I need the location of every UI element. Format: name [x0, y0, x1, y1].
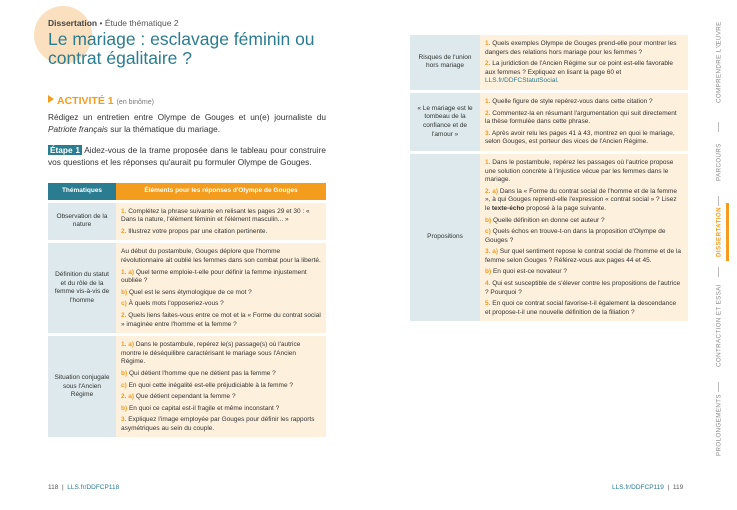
question-number: 5.	[485, 300, 491, 308]
question-text: Dans le postambule, repérez les passages où l'autrice propose une solution concrète à l'injustice vécue par les femmes dans le mariage.	[485, 158, 674, 184]
theme-cell: Propositions	[410, 154, 480, 322]
question-number: 2.	[121, 311, 127, 319]
elements-cell	[480, 35, 688, 90]
step-paragraph: Étape 1 Aidez-vous de la trame proposée dans le tableau pour construire vos questions et les réponses qu'aurait pu formuler Olympe de Gouges.	[48, 145, 326, 167]
table-row	[48, 203, 326, 241]
active-tab-indicator	[726, 203, 729, 261]
theme-cell: Observation de la nature	[48, 203, 116, 241]
table-row	[410, 35, 688, 90]
elements-cell	[116, 243, 326, 333]
question-text: Qui est susceptible de s'élever contre les propositions de l'autrice ? Pourquoi ?	[485, 280, 681, 296]
elements-cell	[480, 93, 688, 151]
question-item	[485, 188, 683, 214]
question-text: En quoi est-ce novateur ?	[491, 268, 568, 276]
sidebar-tab-prolongements[interactable]: PROLONGEMENTS	[715, 394, 723, 456]
elements-cell	[480, 154, 688, 322]
sidebar-separator	[718, 122, 719, 132]
question-item	[121, 248, 321, 265]
question-text: Complétez la phrase suivante en relisant les pages 29 et 30 : « Dans la nature, l'élément féminin et l'élément masculin... »	[121, 207, 310, 224]
table-row	[410, 93, 688, 151]
question-number: 4.	[485, 280, 491, 288]
step-badge: Étape 1	[50, 145, 80, 155]
question-item	[121, 269, 321, 286]
resource-link[interactable]: LLS.fr/DDFCStatutSocial	[485, 77, 557, 85]
sidebar-tab-comprendre[interactable]: COMPRENDRE L'ŒUVRE	[715, 21, 723, 104]
question-text: Dans la « Forme du contrat social de l'homme et de la femme », à qui Gouges reprend-elle l'expression « contrat social » ? Lisez le	[485, 187, 678, 212]
question-item	[121, 393, 321, 402]
question-text: Au début du postambule, Gouges déplore que l'homme révolutionnaire ait oublié les femmes dans son combat pour la liberté.	[121, 248, 321, 264]
question-number: 1.	[485, 158, 491, 166]
question-text: Illustrez votre propos par une citation pertinente.	[126, 227, 268, 235]
question-text: Sur quel sentiment repose le contrat social de l'homme et de la femme selon Gouges ? Référez-vous aux pages 44 et 45.	[485, 248, 681, 264]
question-item	[121, 312, 321, 329]
question-number: 1.	[121, 207, 127, 215]
intro-paragraph: Rédigez un entretien entre Olympe de Gouges et un(e) journaliste du Patriote français sur la thématique du mariage.	[48, 112, 326, 134]
elements-cell	[116, 336, 326, 437]
section-sidebar	[700, 0, 737, 510]
question-number: 1. a)	[121, 268, 135, 276]
question-number: 3. a)	[485, 248, 499, 256]
question-text: En quoi cette inégalité est-elle préjudiciable à la femme ?	[126, 381, 293, 389]
question-number: 2.	[485, 60, 491, 68]
question-item	[121, 208, 321, 225]
question-text-after: proposé à la page suivante.	[524, 204, 607, 212]
themes-table-left	[48, 180, 326, 440]
theme-cell: « Le mariage est le tombeau de la confiance et de l'amour »	[410, 93, 480, 151]
question-text: En quoi ce contrat social favorise-t-il également la descendance et propose-t-il une nouvelle définition de la filiation ?	[485, 300, 677, 316]
question-text: Quelle définition en donne cet auteur ?	[491, 216, 605, 224]
question-item	[121, 300, 321, 309]
table-row	[48, 336, 326, 437]
theme-cell: Situation conjugale sous l'Ancien Régime	[48, 336, 116, 437]
question-number: 1.	[485, 40, 491, 47]
sidebar-tab-parcours[interactable]: PARCOURS	[715, 143, 723, 182]
question-item	[485, 268, 683, 277]
question-text: Quel est le sens étymologique de ce mot ?	[127, 288, 252, 296]
question-text: Après avoir relu les pages 41 à 43, montrez en quoi le mariage, selon Gouges, est porteur des vices de l'Ancien Régime.	[485, 129, 675, 146]
footer-right: LLS.fr/DDFCP119 | 119	[612, 484, 684, 491]
question-number: 3.	[121, 416, 127, 424]
question-number: 3.	[485, 129, 491, 137]
footer-left: 118 | LLS.fr/DDFCP118	[48, 484, 120, 491]
question-item	[485, 248, 683, 265]
question-number: 2. a)	[485, 187, 499, 195]
header-elements: Éléments pour les réponses d'Olympe de Gouges	[116, 183, 326, 200]
footer-left-link[interactable]: LLS.fr/DDFCP118	[67, 484, 120, 491]
question-text: Que détient cependant la femme ?	[134, 393, 236, 401]
question-item	[485, 60, 683, 86]
question-text: Quels échos en trouve-t-on dans la proposition d'Olympe de Gouges ?	[485, 228, 666, 244]
question-item	[485, 159, 683, 185]
table-row	[48, 243, 326, 333]
question-item	[485, 130, 683, 147]
table-row	[410, 154, 688, 322]
question-item	[121, 416, 321, 433]
header-thematiques: Thématiques	[48, 183, 116, 200]
question-text: La juridiction de l'Ancien Régime sur ce point est-elle favorable aux femmes ? Expliquez en lisant la page 60 et	[485, 60, 674, 76]
question-emphasis: texte-écho	[491, 204, 525, 212]
question-text: Quels liens faites-vous entre ce mot et la « Forme du contrat social » imaginée entre l'homme et la femme ?	[121, 311, 321, 328]
question-text: À quels mots l'opposeriez-vous ?	[126, 300, 224, 308]
question-number: b)	[121, 404, 128, 412]
theme-cell: Définition du statut et du rôle de la femme vis-à-vis de l'homme	[48, 243, 116, 333]
question-text: Quels exemples Olympe de Gouges prend-elle pour montrer les dangers des relations hors mariage pour les femmes ?	[485, 40, 677, 56]
question-number: 1. a)	[121, 341, 135, 349]
question-number: b)	[121, 288, 128, 296]
question-number: 1.	[485, 97, 491, 105]
question-item	[121, 405, 321, 414]
footer-right-link[interactable]: LLS.fr/DDFCP119	[612, 484, 664, 491]
question-item	[121, 289, 321, 298]
question-number: 2. a)	[121, 393, 135, 401]
theme-cell: Risques de l'union hors mariage	[410, 35, 480, 90]
activity-heading: ACTIVITÉ 1 (en binôme)	[48, 95, 154, 107]
question-text: Commentez-la en résumant l'argumentation qui suit directement la thèse formulée dans cette phrase.	[485, 109, 677, 126]
question-item	[485, 110, 683, 127]
question-item	[485, 228, 683, 245]
question-item	[121, 370, 321, 379]
section-kicker: Dissertation • Étude thématique 2	[48, 18, 179, 28]
themes-table-right	[410, 32, 688, 324]
question-text: Quelle figure de style repérez-vous dans cette citation ?	[490, 97, 653, 105]
sidebar-tab-contraction[interactable]: CONTRACTION ET ESSAI	[715, 284, 723, 368]
question-number: b)	[121, 369, 128, 377]
question-text: .	[556, 77, 559, 85]
question-item	[485, 300, 683, 317]
question-number: c)	[121, 381, 127, 389]
question-item	[485, 40, 683, 57]
elements-cell	[116, 203, 326, 241]
question-number: c)	[121, 300, 127, 308]
question-item	[485, 98, 683, 107]
question-item	[485, 217, 683, 226]
question-number: b)	[485, 216, 492, 224]
page-title: Le mariage : esclavage féminin ou contrat égalitaire ?	[48, 29, 315, 68]
sidebar-tab-dissertation[interactable]: DISSERTATION	[715, 207, 723, 257]
question-text: En quoi ce capital est-il fragile et même inconstant ?	[127, 404, 280, 412]
triangle-bullet-icon	[48, 95, 54, 103]
question-number: 2.	[485, 109, 491, 117]
question-item	[485, 280, 683, 297]
question-item	[121, 228, 321, 237]
question-number: b)	[485, 268, 492, 276]
question-text: Qui détient l'homme que ne détient pas la femme ?	[127, 369, 276, 377]
question-number: 2.	[121, 227, 127, 235]
question-text: Expliquez l'image employée par Gouges pour définir les rapports asymétriques au sein du couple.	[121, 416, 315, 432]
question-text: Dans le postambule, repérez le(s) passage(s) où l'autrice montre le déséquilibre caractérisant le mariage sous l'Ancien Régime.	[121, 341, 301, 366]
question-text: Quel terme emploie-t-elle pour définir la femme injustement oubliée ?	[121, 268, 307, 285]
question-item	[121, 341, 321, 367]
question-item	[121, 382, 321, 391]
question-number: c)	[485, 228, 491, 236]
